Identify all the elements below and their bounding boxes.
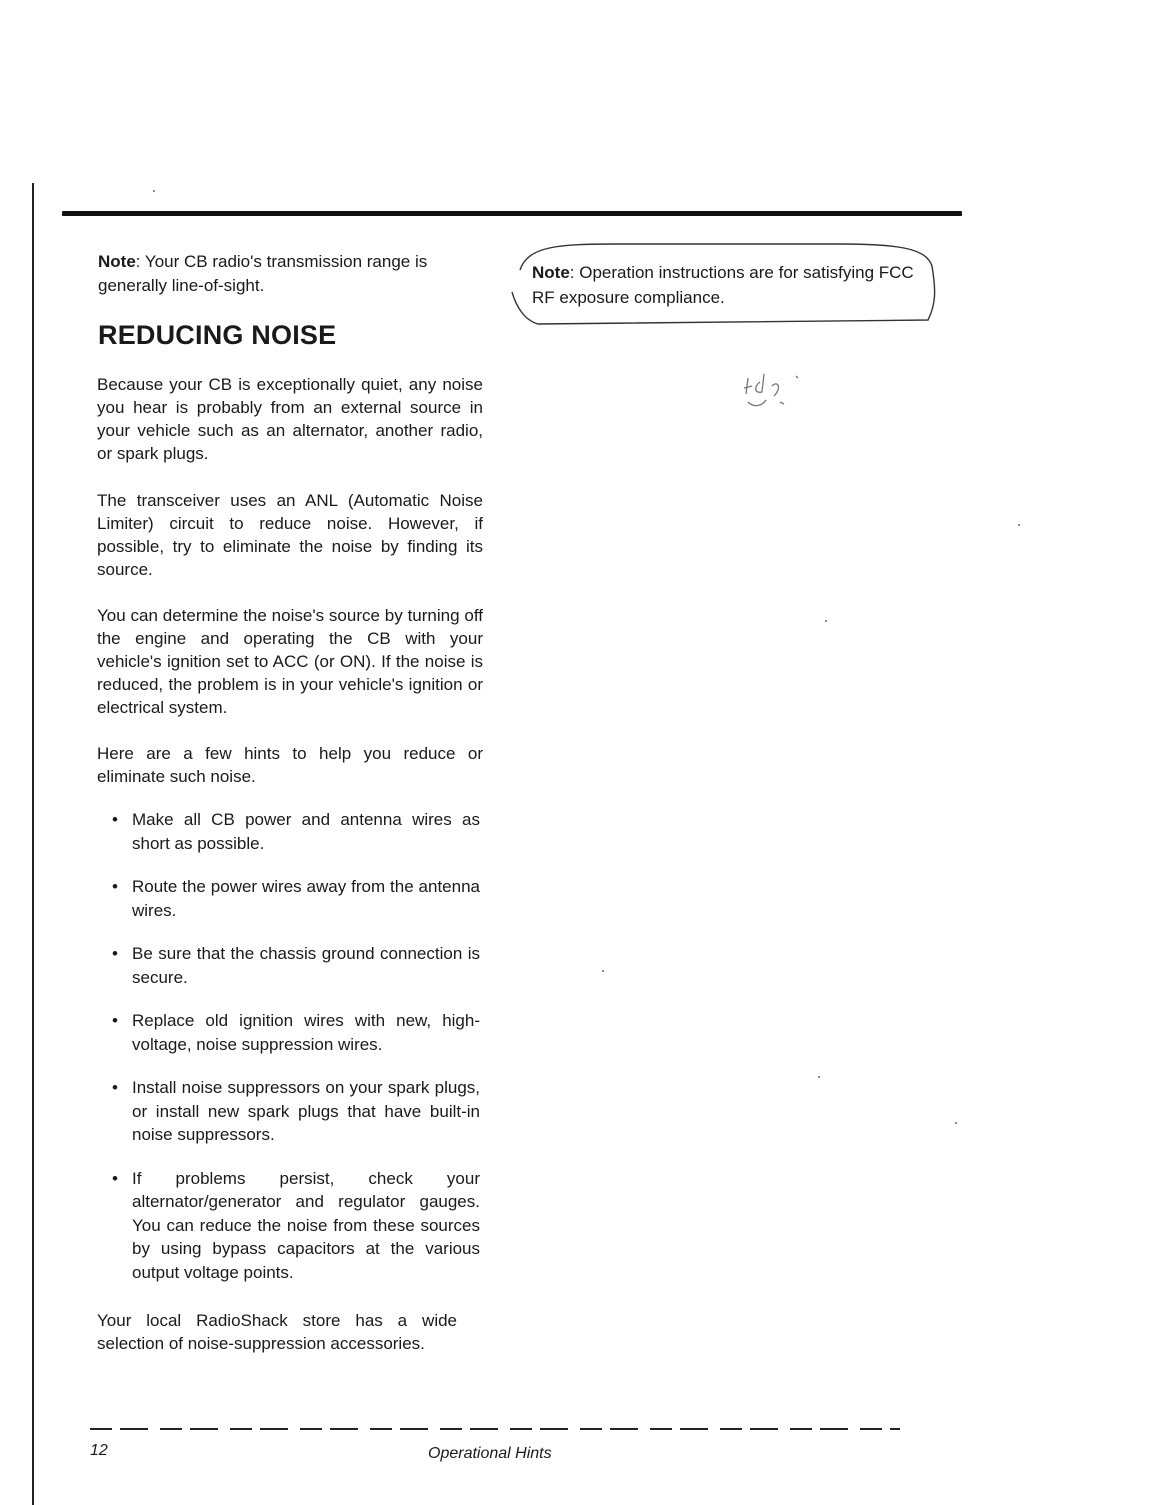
list-item: • Route the power wires away from the antenna wires. [112, 875, 480, 922]
list-item: • Install noise suppressors on your spark plugs, or install new spark plugs that have built-in noise suppressors. [112, 1076, 480, 1147]
paragraph-1: Because your CB is exceptionally quiet, any noise you hear is probably from an external source in your vehicle such as an alternator, another radio, or spark plugs. [97, 375, 483, 463]
speck [1018, 524, 1020, 526]
speck [602, 970, 604, 972]
hints-list [112, 808, 480, 1304]
paragraph-4: Here are a few hints to help you reduce or eliminate such noise. [97, 744, 483, 786]
list-item: • If problems persist, check your alternator/generator and regulator gauges. You can reduce the noise from these sources by using bypass capacitors at the various output voltage points. [112, 1167, 480, 1285]
note-text: : Your CB radio's transmission range is generally line-of-sight. [98, 252, 428, 295]
speck [153, 190, 155, 192]
handwritten-scribble [740, 368, 810, 418]
footer-rule [90, 1428, 900, 1430]
list-item: • Make all CB power and antenna wires as short as possible. [112, 808, 480, 855]
speck [955, 1122, 957, 1124]
callout-label: Note [532, 263, 570, 282]
speck [825, 620, 827, 622]
paragraph-2: The transceiver uses an ANL (Automatic Noise Limiter) circuit to reduce noise. However, if possible, try to eliminate the noise by finding its source. [97, 491, 483, 579]
callout-note [508, 240, 936, 324]
paragraph-3: You can determine the noise's source by turning off the engine and operating the CB with your vehicle's ignition set to ACC (or ON). If the noise is reduced, the problem is in your vehicle's ignition or electrical system. [97, 606, 483, 717]
list-item: • Replace old ignition wires with new, high-voltage, noise suppression wires. [112, 1009, 480, 1056]
section-heading: REDUCING NOISE [98, 320, 337, 350]
closing-paragraph: Your local RadioShack store has a wide selection of noise-suppression accessories. [97, 1311, 457, 1353]
page-number: 12 [90, 1442, 108, 1459]
top-rule [62, 211, 962, 216]
note-left [98, 250, 483, 298]
left-margin-rule [32, 183, 34, 1505]
list-item: • Be sure that the chassis ground connection is secure. [112, 942, 480, 989]
footer-section-title: Operational Hints [428, 1445, 552, 1462]
callout-text-block [532, 260, 932, 310]
callout-text: : Operation instructions are for satisfying FCC RF exposure compliance. [532, 263, 914, 307]
note-label: Note [98, 252, 136, 271]
speck [818, 1076, 820, 1078]
